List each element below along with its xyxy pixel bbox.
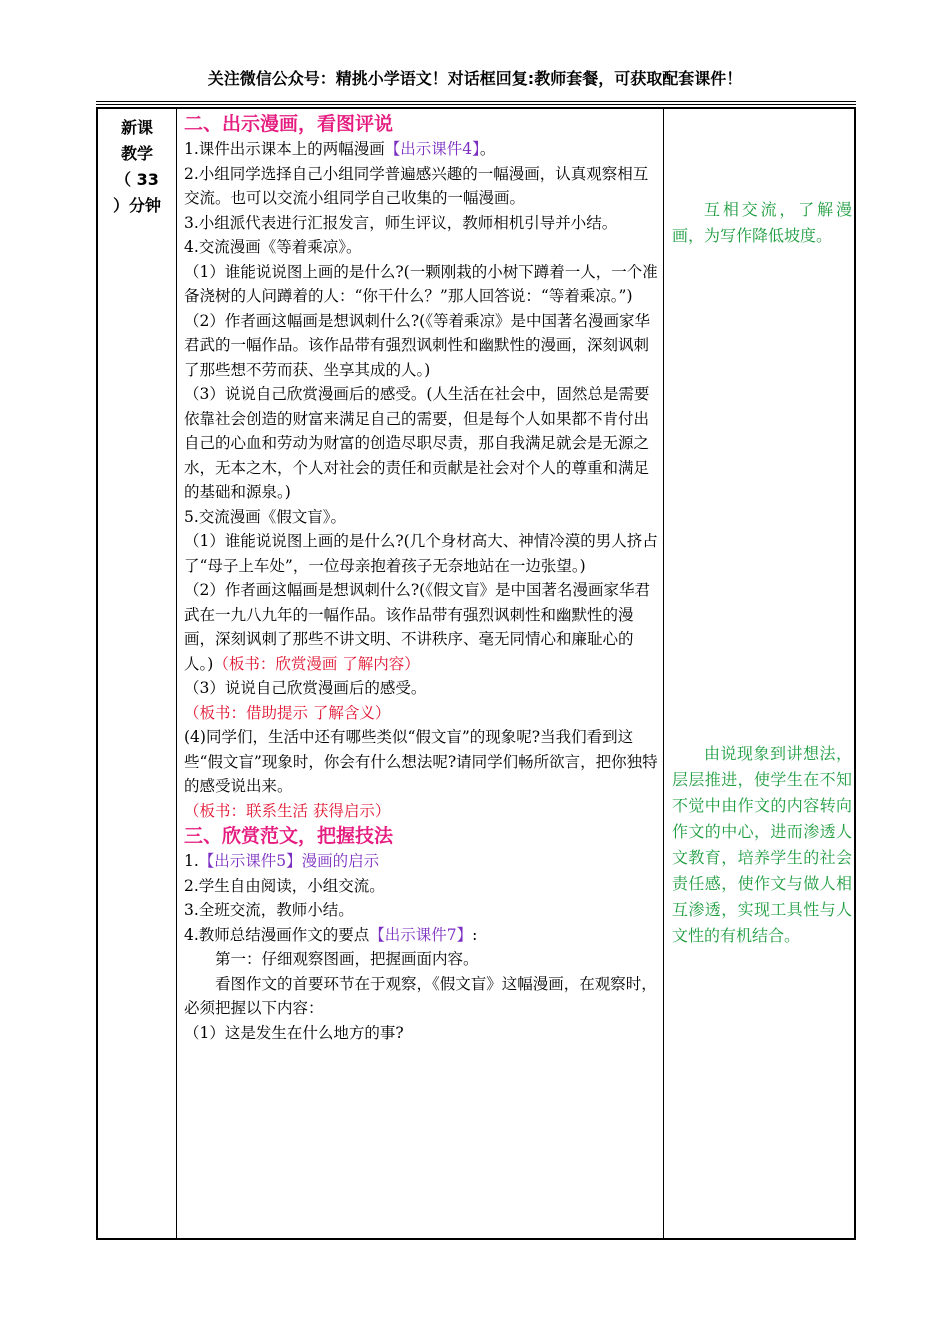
- column-divider-1: [176, 109, 177, 1238]
- design-note-1: 互相交流，了解漫画，为写作降低坡度。: [672, 200, 852, 245]
- step-3-1: 1.【出示课件5】漫画的启示: [184, 852, 380, 870]
- courseware-4-link: 【出示课件4】: [384, 140, 480, 158]
- step-2-5-q3: （3）说说自己欣赏漫画后的感受。: [184, 679, 427, 697]
- step-2-5: 5.交流漫画《假文盲》。: [184, 507, 347, 526]
- board-note-3: （板书：联系生活 获得启示）: [184, 801, 391, 820]
- observation-question-1: （1）这是发生在什么地方的事?: [184, 1023, 404, 1042]
- stage-label-line: ）分钟: [112, 196, 161, 215]
- board-note-1: （板书：欣赏漫画 了解内容）: [213, 654, 420, 673]
- step-2-1: 1.课件出示课本上的两幅漫画【出示课件4】。: [184, 140, 496, 158]
- header-rule-bottom: [96, 104, 856, 105]
- step-2-5-q2: （2）作者画这幅画是想讽刺什么?(《假文盲》是中国著名漫画家华君武在一九八九年的一幅作品。该作品带有强烈讽刺性和幽默性的漫画，深刻讽刺了那些不讲文明、不讲秩序、毫无同情心和廉耻心的人。)（板书：欣赏漫画 了解内容）: [184, 581, 650, 673]
- section-3-heading: 三、欣赏范文，把握技法: [184, 825, 394, 847]
- observation-paragraph: 看图作文的首要环节在于观察，《假文盲》这幅漫画，在观察时，必须把握以下内容：: [184, 974, 657, 1017]
- step-2-5-q1: （1）谁能说说图上画的是什么?(几个身材高大、神情冷漠的男人挤占了“母子上车处”，一位母亲抱着孩子无奈地站在一边张望。): [184, 532, 658, 575]
- step-3-2: 2.学生自由阅读，小组交流。: [184, 876, 385, 895]
- section-2-heading: 二、出示漫画，看图评说: [184, 113, 394, 135]
- step-2-4-q1: （1）谁能说说图上画的是什么?(一颗刚栽的小树下蹲着一人，一个准备浇树的人问蹲着的人：“你干什么？”那人回答说：“等着乘凉。”): [184, 262, 658, 305]
- page-header: 关注微信公众号：精挑小学语文！对话框回复:教师套餐，可获取配套课件！: [207, 69, 743, 88]
- lesson-table: [96, 107, 856, 1240]
- step-2-5-q4: (4)同学们，生活中还有哪些类似“假文盲”的现象呢?当我们看到这些“假文盲”现象时，你会有什么想法呢?请同学们畅所欲言，把你独特的感受说出来。: [184, 728, 658, 795]
- step-2-2: 2.小组同学选择自己小组同学普遍感兴趣的一幅漫画，认真观察相互交流。也可以交流小组同学自己收集的一幅漫画。: [184, 164, 649, 207]
- header-rule-top: [96, 101, 856, 102]
- courseware-5-link: 【出示课件5】: [198, 852, 302, 870]
- board-note-2: （板书：借助提示 了解含义）: [184, 703, 391, 722]
- step-2-3: 3.小组派代表进行汇报发言，师生评议，教师相机引导并小结。: [184, 213, 618, 232]
- step-2-4: 4.交流漫画《等着乘凉》。: [184, 238, 362, 256]
- point-1: 第一：仔细观察图画，把握画面内容。: [215, 950, 479, 968]
- step-2-4-q2: （2）作者画这幅画是想讽刺什么?(《等着乘凉》是中国著名漫画家华君武的一幅作品。该作品带有强烈讽刺性和幽默性的漫画，深刻讽刺了那些想不劳而获、坐享其成的人。): [184, 311, 650, 379]
- step-3-3: 3.全班交流，教师小结。: [184, 901, 354, 919]
- courseware-7-link: 【出示课件7】: [369, 925, 473, 944]
- stage-label-line: 新课: [120, 118, 153, 137]
- step-3-4: 4.教师总结漫画作文的要点【出示课件7】:: [184, 925, 478, 944]
- stage-label-line: （ 33: [115, 170, 159, 189]
- teaching-content-cell: [184, 111, 662, 1045]
- column-divider-2: [663, 109, 664, 1238]
- stage-label-cell: [98, 115, 176, 219]
- step-2-4-q3: （3）说说自己欣赏漫画后的感受。(人生活在社会中，固然总是需要依靠社会创造的财富来满足自己的需要，但是每个人如果都不肯付出自己的心血和劳动为财富的创造尽职尽责，那自我满足就会是无源之水，无本之木，个人对社会的责任和贡献是社会对个人的尊重和满足的基础和源泉。): [184, 385, 650, 501]
- stage-label-line: 教学: [120, 144, 153, 163]
- design-note-2: 由说现象到讲想法，层层推进，使学生在不知不觉中由作文的内容转向作文的中心，进而渗透人文教育，培养学生的社会责任感，使作文与做人相互渗透，实现工具性与人文性的有机结合。: [672, 744, 852, 945]
